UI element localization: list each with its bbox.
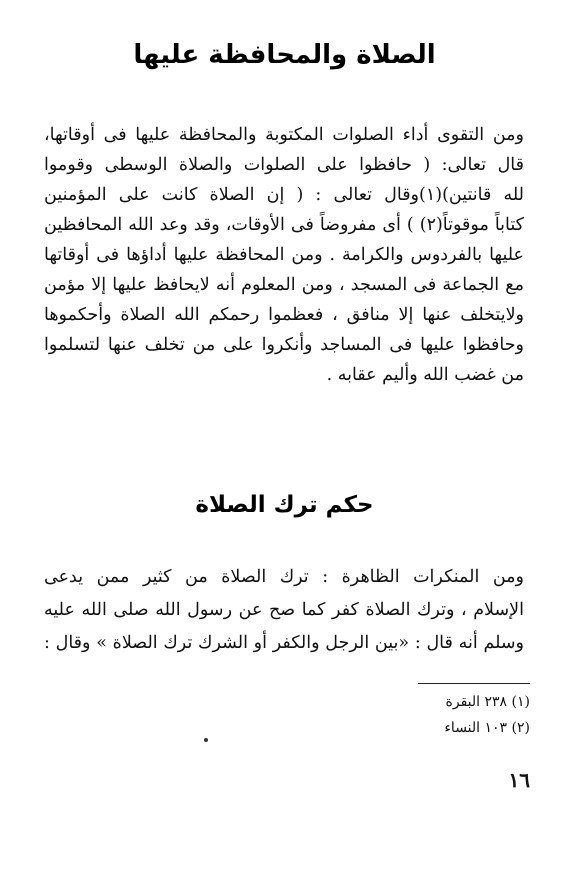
page-number: ١٦ — [508, 768, 530, 792]
page-title: الصلاة والمحافظة عليها — [133, 40, 436, 70]
paragraph-line: ومن المنكرات الظاهرة : ترك الصلاة من كثير ممن يدعى — [44, 567, 524, 587]
paragraph-line: الإسلام ، وترك الصلاة كفر كما صح عن رسول الله صلى الله عليه — [44, 600, 524, 620]
section-heading: حكم ترك الصلاة — [195, 492, 374, 518]
footnote: (١) ٢٣٨ البقرة — [445, 694, 530, 710]
paragraph-line: من غضب الله وأليم عقابه . — [326, 365, 524, 385]
footnote: (٢) ١٠٣ النساء — [444, 720, 530, 736]
footnote-divider — [418, 683, 530, 684]
paragraph-line: قال تعالى: ( حافظوا على الصلوات والصلاة الوسطى وقوموا — [44, 155, 524, 175]
paragraph-line: ولايتخلف عنها إلا منافق ، فعظموا رحمكم الله الصلاة وأحكموها — [44, 305, 524, 325]
paragraph-line: وحافظوا عليها فى المساجد وأنكروا على من تخلف عنها لتسلموا — [44, 335, 524, 355]
paragraph-line: عليها بالفردوس والكرامة . ومن المحافظة عليها أداؤها فى أوقاتها — [44, 245, 524, 265]
paragraph-line: ومن التقوى أداء الصلوات المكتوبة والمحافظة عليها فى أوقاتها، — [44, 125, 524, 145]
paragraph-line: لله قانتين)(١)وقال تعالى : ( إن الصلاة كانت على المؤمنين — [44, 185, 524, 205]
paragraph-line: كتاباً موقوتاً(٢) ) أى مفروضاً فى الأوقات، وقد وعد الله المحافظين — [44, 215, 524, 235]
paragraph-line: مع الجماعة فى المسجد ، ومن المعلوم أنه لايحافظ عليها إلا مؤمن — [44, 275, 524, 295]
paragraph-line: وسلم أنه قال : «بين الرجل والكفر أو الشرك ترك الصلاة » وقال : — [44, 633, 524, 653]
ink-speck — [204, 738, 208, 742]
